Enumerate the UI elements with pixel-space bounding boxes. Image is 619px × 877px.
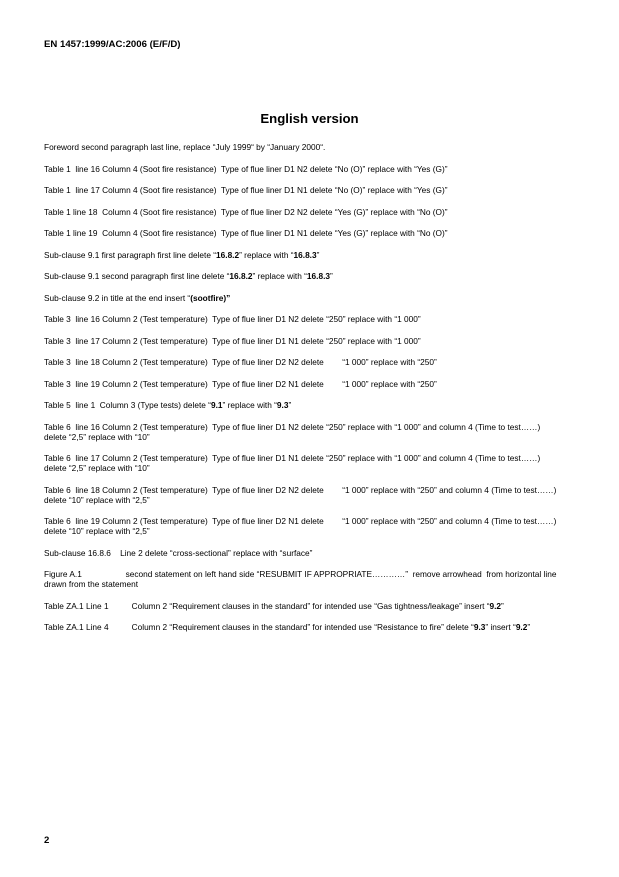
- text-run: Table ZA.1 Line 4 Column 2 “Requirement clauses in the standard” for intended use “Resistance to fire” delete “: [44, 622, 474, 632]
- correction-item: [44, 548, 564, 558]
- bold-text: 9.2: [489, 600, 502, 611]
- document-body: [44, 142, 564, 644]
- page-title: English version: [260, 111, 359, 126]
- correction-item: [44, 336, 564, 346]
- text-run: Table 3 line 16 Column 2 (Test temperature) Type of flue liner D1 N2 delete “250” replace with “1 000”: [44, 314, 421, 324]
- correction-item: [44, 228, 564, 238]
- text-run: Table 6 line 19 Column 2 (Test temperature) Type of flue liner D2 N1 delete “1 000” replace with “250” and column 4 (Time to test……) delete “10” replace with “2,5”: [44, 516, 559, 536]
- text-run: Sub-clause 9.2 in title at the end insert “: [44, 292, 191, 303]
- text-run: ”: [330, 271, 333, 281]
- correction-item: [44, 293, 564, 303]
- text-run: Table 1 line 17 Column 4 (Soot fire resistance) Type of flue liner D1 N1 delete “No (O)” replace with “Yes (G)”: [44, 185, 448, 195]
- correction-item: [44, 271, 564, 281]
- text-run: Table ZA.1 Line 1 Column 2 “Requirement clauses in the standard” for intended use “Gas tightness/leakage” insert “: [44, 600, 490, 611]
- bold-text: 16.8.3: [306, 271, 330, 281]
- text-run: ”: [501, 600, 504, 611]
- correction-item: [44, 379, 564, 389]
- bold-text: 9.3: [473, 622, 486, 632]
- correction-item: [44, 569, 564, 589]
- text-run: ”: [527, 622, 531, 632]
- text-run: Table 3 line 18 Column 2 (Test temperature) Type of flue liner D2 N2 delete “1 000” replace with “250”: [44, 357, 437, 367]
- text-run: Sub-clause 16.8.6 Line 2 delete “cross-sectional” replace with “surface”: [44, 547, 313, 558]
- bold-text: 16.8.3: [293, 249, 317, 260]
- text-run: Table 1 line 16 Column 4 (Soot fire resistance) Type of flue liner D1 N2 delete “No (O)” replace with “Yes (G)”: [44, 163, 448, 174]
- text-run: Table 6 line 18 Column 2 (Test temperature) Type of flue liner D2 N2 delete “1 000” replace with “250” and column 4 (Time to test……) delete “10” replace with “2,5”: [44, 484, 559, 505]
- correction-item: [44, 314, 564, 324]
- text-run: ”: [316, 249, 320, 260]
- text-run: ” replace with “: [222, 400, 277, 410]
- correction-item: [44, 601, 564, 611]
- bold-text: 9.1: [210, 400, 223, 410]
- bold-text: 16.8.2: [229, 271, 253, 281]
- text-run: Table 6 line 16 Column 2 (Test temperature) Type of flue liner D1 N2 delete “250” replace with “1 000” and column 4 (Time to test……) delete “2,5” replace with “10”: [44, 421, 543, 442]
- bold-text: 16.8.2: [216, 249, 240, 260]
- text-run: Figure A.1 second statement on left hand side “RESUBMIT IF APPROPRIATE…………” remove arrowhead from horizontal line drawn from the statement: [44, 569, 559, 589]
- correction-item: [44, 622, 564, 632]
- correction-item: [44, 357, 564, 367]
- correction-item: [44, 453, 564, 473]
- text-run: Sub-clause 9.1 first paragraph first line delete “: [44, 249, 217, 260]
- correction-item: [44, 142, 564, 152]
- document-header: EN 1457:1999/AC:2006 (E/F/D): [44, 39, 181, 50]
- text-run: Table 1 line 19 Column 4 (Soot fire resistance) Type of flue liner D1 N1 delete “Yes (G)” replace with “No (O)”: [44, 228, 448, 238]
- correction-item: [44, 516, 564, 536]
- correction-item: [44, 400, 564, 410]
- text-run: Table 1 line 18 Column 4 (Soot fire resistance) Type of flue liner D2 N2 delete “Yes (G)” replace with “No (O)”: [44, 206, 448, 217]
- correction-item: [44, 185, 564, 195]
- correction-item: [44, 485, 564, 505]
- correction-item: [44, 207, 564, 217]
- correction-item: [44, 422, 564, 442]
- text-run: ”: [288, 400, 292, 410]
- text-run: Table 5 line 1 Column 3 (Type tests) delete “: [44, 400, 211, 410]
- text-run: Table 3 line 19 Column 2 (Test temperature) Type of flue liner D2 N1 delete “1 000” replace with “250”: [44, 378, 437, 389]
- correction-item: [44, 164, 564, 174]
- text-run: ” insert “: [485, 622, 516, 632]
- bold-text: 9.2: [515, 622, 528, 632]
- text-run: ” replace with “: [239, 249, 294, 260]
- text-run: ” replace with “: [252, 271, 307, 281]
- correction-item: [44, 250, 564, 260]
- bold-text: (sootfire)”: [190, 292, 231, 303]
- text-run: Foreword second paragraph last line, replace “July 1999“ by “January 2000“.: [44, 142, 326, 152]
- text-run: Sub-clause 9.1 second paragraph first line delete “: [44, 271, 230, 281]
- text-run: Table 6 line 17 Column 2 (Test temperature) Type of flue liner D1 N1 delete “250” replace with “1 000” and column 4 (Time to test……) delete “2,5” replace with “10”: [44, 453, 543, 473]
- text-run: Table 3 line 17 Column 2 (Test temperature) Type of flue liner D1 N1 delete “250” replace with “1 000”: [44, 335, 421, 346]
- bold-text: 9.3: [276, 400, 289, 410]
- page-number: 2: [44, 835, 50, 846]
